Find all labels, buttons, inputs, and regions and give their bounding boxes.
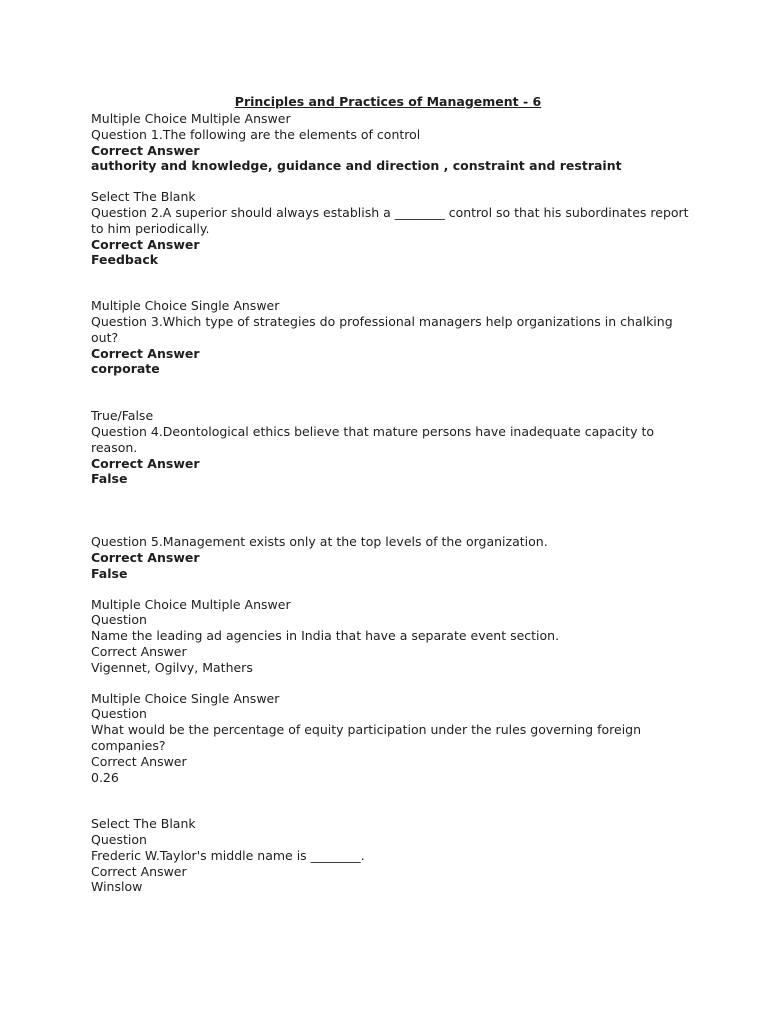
answer-label: Correct Answer [91,549,200,565]
question-text: Question 1.The following are the elements of control [91,126,421,142]
answer-text: authority and knowledge, guidance and direction , constraint and restraint [91,158,622,174]
question-type: Multiple Choice Multiple Answer [91,596,291,612]
document-page [91,94,691,895]
answer-text: False [91,471,128,487]
answer-label: Correct Answer [91,455,200,471]
question-block-6 [91,597,691,676]
question-text: Question 5.Management exists only at the top levels of the organization. [91,534,548,550]
question-label: Question [91,832,147,848]
question-label: Question [91,612,147,628]
answer-label: Correct Answer [91,142,200,158]
question-block-1 [91,111,691,174]
answer-text: Vigennet, Ogilvy, Mathers [91,659,253,675]
answer-label: Correct Answer [91,345,200,361]
question-type: Select The Blank [91,816,196,832]
question-text: Question 3.Which type of strategies do professional managers help organizations in chalking out? [91,313,677,345]
question-text: Name the leading ad agencies in India that have a separate event section. [91,628,560,644]
answer-label: Correct Answer [91,863,187,879]
question-text: Question 2.A superior should always establish a ________ control so that his subordinates report to him periodically. [91,204,693,236]
question-block-5 [91,534,691,581]
answer-text: Winslow [91,879,143,895]
question-block-2 [91,189,691,268]
question-text: What would be the percentage of equity participation under the rules governing foreign companies? [91,722,646,753]
answer-label: Correct Answer [91,643,187,659]
question-block-7 [91,691,691,786]
document-title: Principles and Practices of Management - 6 [234,94,542,109]
answer-label: Correct Answer [91,236,200,252]
question-block-4 [91,408,691,487]
question-text: Question 4.Deontological ethics believe that mature persons have inadequate capacity to reason. [91,423,658,455]
answer-text: 0.26 [91,769,119,785]
answer-text: corporate [91,361,160,377]
question-type: Multiple Choice Single Answer [91,690,280,706]
question-type: True/False [91,408,154,424]
question-label: Question [91,706,147,722]
question-type: Multiple Choice Multiple Answer [91,111,291,126]
question-block-3 [91,298,691,377]
question-type: Multiple Choice Single Answer [91,298,280,314]
question-block-8 [91,816,691,895]
answer-text: Feedback [91,252,159,268]
question-type: Select The Blank [91,189,196,205]
question-text: Frederic W.Taylor's middle name is ________. [91,847,365,863]
answer-text: False [91,565,128,581]
answer-label: Correct Answer [91,753,187,769]
